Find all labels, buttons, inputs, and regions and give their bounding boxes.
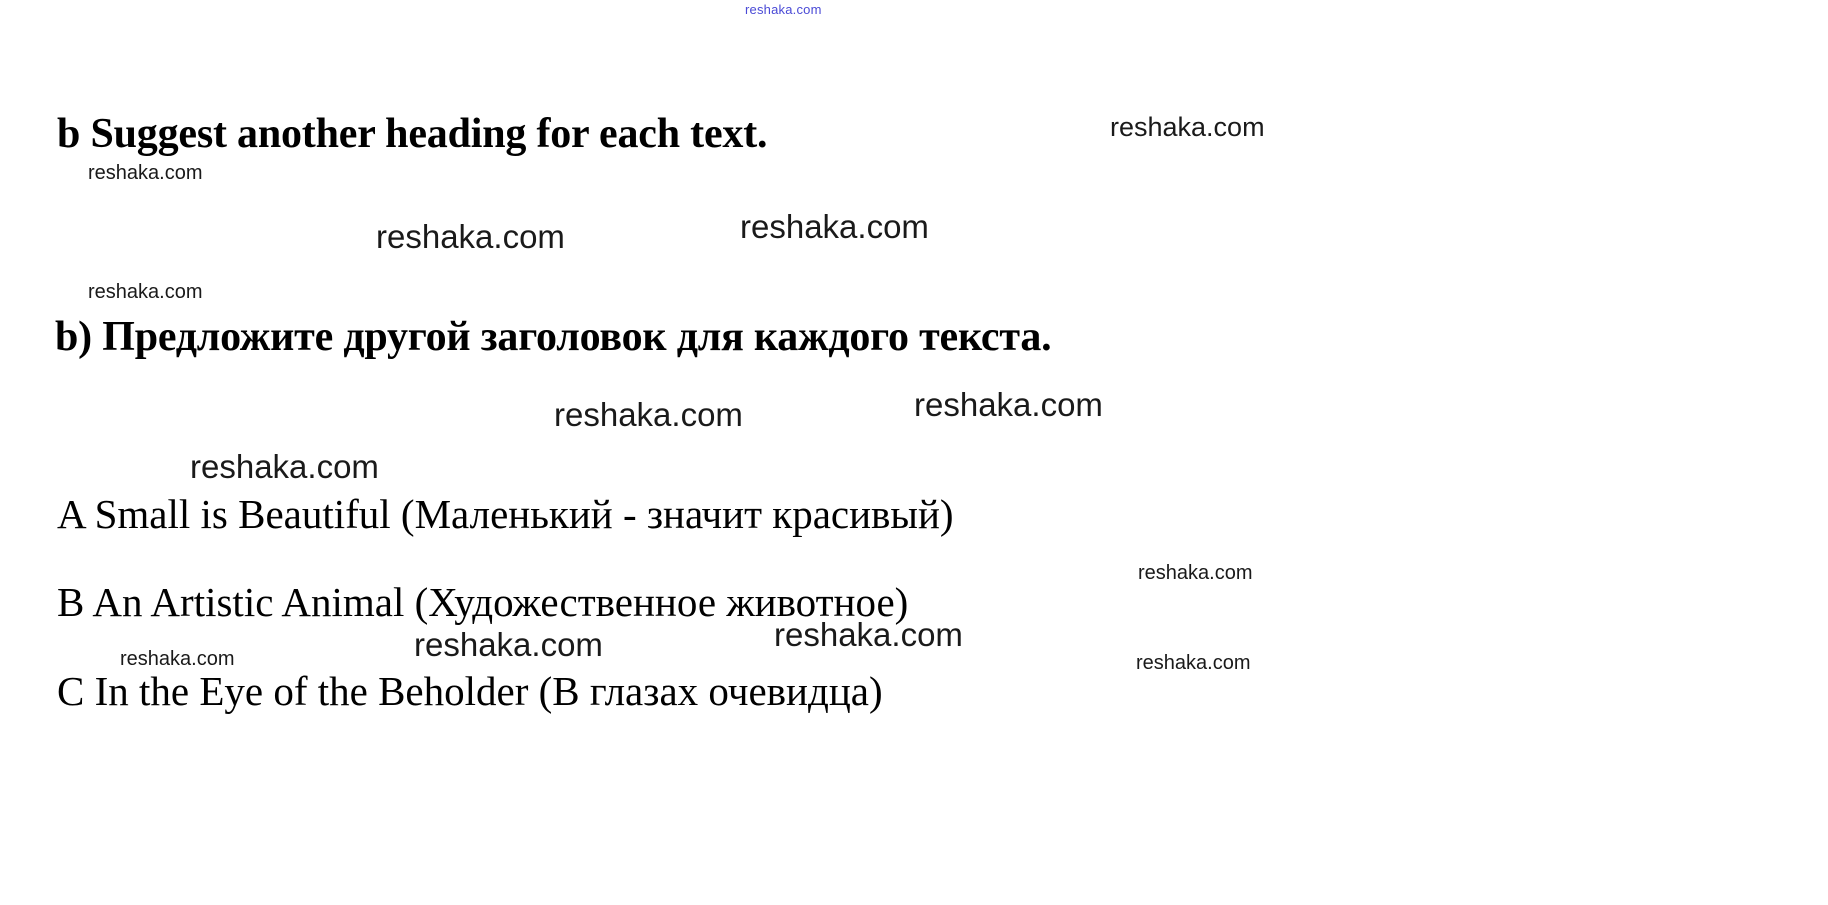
list-item: C In the Eye of the Beholder (В глазах очевидца): [57, 668, 883, 714]
watermark: reshaka.com: [414, 626, 603, 663]
list-item: B An Artistic Animal (Художественное животное): [57, 579, 909, 625]
watermark: reshaka.com: [88, 162, 203, 184]
watermark: reshaka.com: [1110, 112, 1265, 142]
watermark: reshaka.com: [1136, 652, 1251, 674]
watermark-top: reshaka.com: [745, 2, 822, 17]
watermark: reshaka.com: [120, 648, 235, 670]
watermark: reshaka.com: [190, 448, 379, 485]
watermark: reshaka.com: [376, 218, 565, 255]
watermark: reshaka.com: [740, 208, 929, 245]
watermark: reshaka.com: [914, 386, 1103, 423]
watermark: reshaka.com: [554, 396, 743, 433]
watermark: reshaka.com: [774, 616, 963, 653]
watermark: reshaka.com: [1138, 562, 1253, 584]
page-title-english: b Suggest another heading for each text.: [57, 111, 768, 157]
page-title-russian: b) Предложите другой заголовок для каждого текста.: [55, 314, 1052, 360]
list-item: A Small is Beautiful (Маленький - значит красивый): [57, 491, 954, 537]
watermark: reshaka.com: [88, 281, 203, 303]
